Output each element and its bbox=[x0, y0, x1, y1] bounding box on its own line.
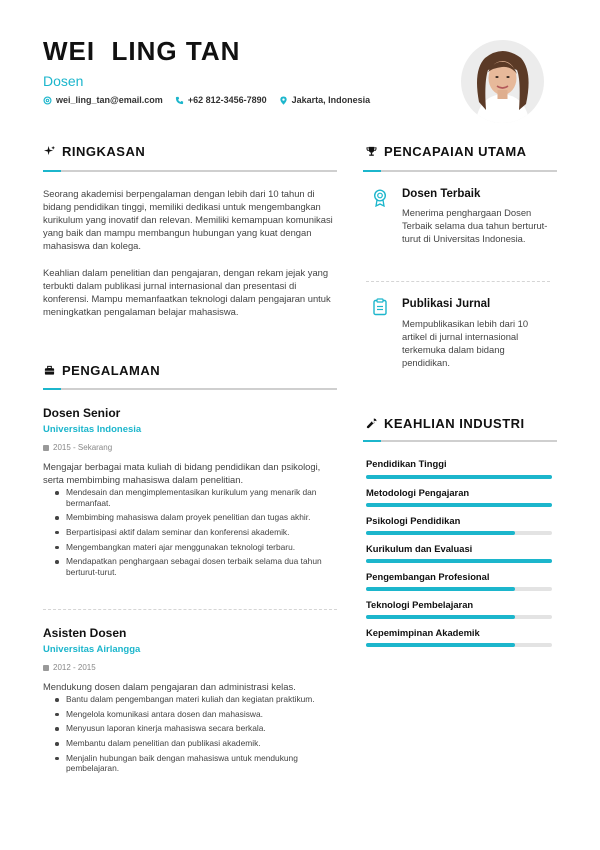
achievements-heading: PENCAPAIAN UTAMA bbox=[366, 144, 527, 159]
calendar-icon bbox=[43, 665, 49, 671]
job-bullets bbox=[43, 487, 339, 581]
summary-paragraph-1: Seorang akademisi berpengalaman dengan lebih dari 10 tahun di bidang pendidikan tinggi, memiliki dedikasi untuk mengembangkan kurikulum yang inovatif dan relevan. Memiliki kemampuan komunikasi yang baik dan mampu membangun hubungan yang kuat dengan mahasiswa dan kolega. bbox=[43, 188, 333, 251]
wrench-icon bbox=[366, 418, 377, 429]
skill-bar bbox=[366, 615, 552, 619]
skill-name: Teknologi Pembelajaran bbox=[366, 599, 474, 610]
job-bullets bbox=[43, 694, 339, 778]
clipboard-icon bbox=[372, 298, 388, 316]
achievement-separator bbox=[366, 281, 550, 282]
achievement-description: Menerima penghargaan Dosen Terbaik selama dua tahun berturut-turut di Universitas Indonesia. bbox=[402, 207, 548, 244]
summary-paragraph-2: Keahlian dalam penelitian dan pengajaran, dengan rekam jejak yang terbukti dalam publikasi jurnal internasional dan presentasi di konferensi. Mampu memanfaatkan teknologi dalam pengajaran untuk meningkatkan pengalaman belajar mahasiswa. bbox=[43, 267, 331, 317]
skill-name: Pengembangan Profesional bbox=[366, 571, 490, 582]
list-item: Membantu dalam penelitian dan publikasi akademik. bbox=[43, 738, 339, 749]
achievement-title: Dosen Terbaik bbox=[402, 188, 481, 200]
achievements-rule bbox=[363, 170, 557, 172]
list-item: Membimbing mahasiswa dalam proyek penelitian dan tugas akhir. bbox=[43, 512, 339, 523]
skill-bar bbox=[366, 587, 552, 591]
calendar-icon bbox=[43, 445, 49, 451]
skill-bar-fill bbox=[366, 475, 552, 479]
job-title: Asisten Dosen bbox=[43, 626, 127, 640]
skill-bar bbox=[366, 475, 552, 479]
skill-name: Metodologi Pengajaran bbox=[366, 487, 470, 498]
skill-bar bbox=[366, 503, 552, 507]
profile-photo bbox=[461, 40, 544, 123]
phone-icon bbox=[175, 96, 184, 105]
skill-name: Pendidikan Tinggi bbox=[366, 458, 447, 469]
skill-bar-fill bbox=[366, 531, 515, 535]
candidate-role: Dosen bbox=[43, 73, 84, 89]
achievement-title: Publikasi Jurnal bbox=[402, 298, 491, 310]
list-item: Bantu dalam pengembangan materi kuliah dan kegiatan praktikum. bbox=[43, 694, 339, 705]
at-icon bbox=[43, 96, 52, 105]
experience-rule bbox=[43, 388, 337, 390]
skill-name: Kepemimpinan Akademik bbox=[366, 627, 480, 638]
job-organization: Universitas Indonesia bbox=[43, 424, 142, 435]
list-item: Menjalin hubungan baik dengan mahasiswa untuk mendukung pembelajaran. bbox=[43, 753, 339, 774]
skill-bar bbox=[366, 531, 552, 535]
job-organization: Universitas Airlangga bbox=[43, 644, 141, 655]
contact-location bbox=[279, 95, 371, 105]
job-title: Dosen Senior bbox=[43, 406, 121, 420]
job-description: Mendukung dosen dalam pengajaran dan administrasi kelas. bbox=[43, 681, 296, 692]
summary-rule bbox=[43, 170, 337, 172]
skill-bar bbox=[366, 643, 552, 647]
summary-heading: RINGKASAN bbox=[44, 144, 145, 159]
list-item: Berpartisipasi aktif dalam seminar dan konferensi akademik. bbox=[43, 527, 339, 538]
achievement-description: Mempublikasikan lebih dari 10 artikel di jurnal internasional terkemuka dalam bidang pendidikan. bbox=[402, 318, 529, 368]
list-item: Mendesain dan mengimplementasikan kurikulum yang menarik dan bermanfaat. bbox=[43, 487, 339, 508]
contact-phone[interactable] bbox=[175, 95, 267, 105]
skill-name: Psikologi Pendidikan bbox=[366, 515, 461, 526]
list-item: Menyusun laporan kinerja mahasiswa secara berkala. bbox=[43, 723, 339, 734]
experience-heading: PENGALAMAN bbox=[44, 363, 160, 378]
skill-bar bbox=[366, 559, 552, 563]
job-date: 2012 - 2015 bbox=[43, 663, 96, 672]
list-item: Mengembangkan materi ajar menggunakan teknologi terbaru. bbox=[43, 542, 339, 553]
list-item: Mendapatkan penghargaan sebagai dosen terbaik selama dua tahun berturut-turut. bbox=[43, 556, 339, 577]
skill-bar-fill bbox=[366, 559, 552, 563]
job-date: 2015 - Sekarang bbox=[43, 443, 112, 452]
candidate-name: WEI LING TAN bbox=[43, 36, 241, 66]
trophy-icon bbox=[366, 146, 377, 157]
contact-email[interactable] bbox=[43, 95, 163, 105]
sparkle-icon bbox=[44, 146, 55, 157]
phone-text: +62 812-3456-7890 bbox=[187, 95, 267, 105]
job-separator bbox=[43, 609, 337, 610]
skill-bar-fill bbox=[366, 643, 515, 647]
skill-bar-fill bbox=[366, 615, 515, 619]
skill-bar-fill bbox=[366, 503, 552, 507]
skill-name: Kurikulum dan Evaluasi bbox=[366, 543, 473, 554]
skills-rule bbox=[363, 440, 557, 442]
list-item: Mengelola komunikasi antara dosen dan mahasiswa. bbox=[43, 709, 339, 720]
location-text: Jakarta, Indonesia bbox=[291, 95, 371, 105]
contact-bar bbox=[43, 95, 370, 105]
briefcase-icon bbox=[44, 365, 55, 376]
award-icon bbox=[372, 189, 388, 207]
job-description: Mengajar berbagai mata kuliah di bidang pendidikan dan psikologi, serta membimbing mahasiswa dalam penelitian. bbox=[43, 461, 321, 485]
map-pin-icon bbox=[279, 96, 288, 105]
skill-bar-fill bbox=[366, 587, 515, 591]
skills-heading: KEAHLIAN INDUSTRI bbox=[366, 416, 525, 431]
email-text: wei_ling_tan@email.com bbox=[56, 95, 163, 105]
